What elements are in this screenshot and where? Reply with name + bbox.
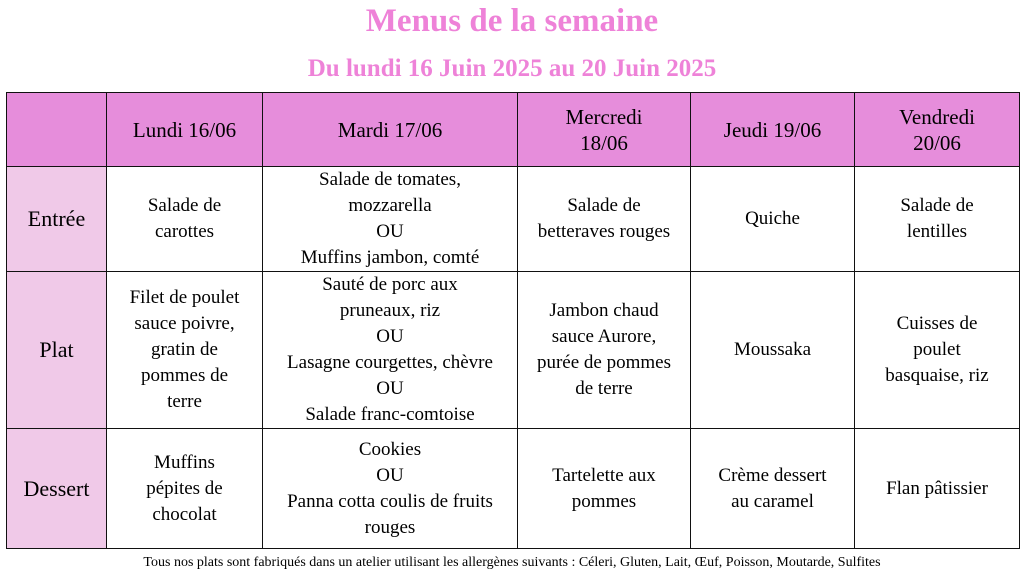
row-label: Dessert	[7, 429, 107, 549]
menu-cell	[263, 167, 518, 272]
menu-cell	[855, 167, 1020, 272]
menu-line: Salade de	[567, 195, 641, 216]
day-header-line: Mardi 17/06	[337, 117, 443, 142]
menu-cell	[107, 167, 263, 272]
row-label: Plat	[7, 272, 107, 429]
menu-line: pommes	[571, 490, 637, 512]
menu-line: OU	[376, 378, 404, 399]
menu-cell	[691, 167, 855, 272]
day-header	[518, 93, 691, 167]
menu-line: Salade de	[900, 195, 974, 216]
menu-line: pruneaux, riz	[339, 300, 441, 321]
menu-line: Salade de	[147, 195, 222, 216]
menu-line: Sauté de porc aux	[322, 274, 458, 295]
menu-line: pommes de	[140, 365, 229, 386]
menu-line: sauce poivre,	[134, 313, 235, 334]
day-header	[691, 93, 855, 167]
menu-line: terre	[167, 391, 202, 412]
menu-line: Muffins	[154, 451, 215, 473]
menu-line: Salade de tomates,	[319, 169, 461, 190]
menu-cell	[518, 272, 691, 429]
menu-line: gratin de	[150, 339, 218, 360]
menu-line: de terre	[575, 378, 633, 399]
menu-line: OU	[376, 464, 404, 486]
menu-line: Quiche	[745, 208, 800, 229]
menu-line: Moussaka	[733, 339, 812, 360]
menu-cell	[855, 272, 1020, 429]
menu-cell	[107, 429, 263, 549]
menu-line: poulet	[913, 339, 961, 360]
menu-line: Lasagne courgettes, chèvre	[287, 352, 493, 373]
day-header	[263, 93, 518, 167]
menu-cell	[518, 429, 691, 549]
table-corner-cell	[7, 93, 107, 167]
menu-line: Panna cotta coulis de fruits	[287, 490, 493, 512]
allergen-footer: Tous nos plats sont fabriqués dans un atelier utilisant les allergènes suivants : Céleri, Gluten, Lait, Œuf, Poisson, Moutarde, Sulfites	[143, 555, 881, 570]
menu-cell	[855, 429, 1020, 549]
menu-line: Muffins jambon, comté	[300, 247, 480, 268]
menu-line: OU	[376, 326, 404, 347]
day-header-line: 20/06	[913, 130, 961, 155]
menu-line: basquaise, riz	[885, 365, 989, 386]
menu-line: au caramel	[731, 490, 814, 512]
menu-table	[6, 92, 1020, 549]
page-title: Menus de la semaine	[365, 3, 659, 39]
day-header-line: Lundi 16/06	[132, 117, 237, 142]
menu-line: Tartelette aux	[552, 464, 656, 486]
menu-cell	[691, 272, 855, 429]
menu-cell	[263, 429, 518, 549]
day-header-line: Jeudi 19/06	[723, 117, 822, 142]
menu-line: pépites de	[146, 477, 223, 499]
day-header-line: Vendredi	[899, 104, 975, 129]
menu-line: carottes	[154, 221, 215, 242]
day-header	[855, 93, 1020, 167]
menu-line: Cuisses de	[896, 313, 978, 334]
day-header	[107, 93, 263, 167]
menu-line: lentilles	[906, 221, 968, 242]
menu-line: purée de pommes	[536, 352, 671, 373]
menu-line: chocolat	[152, 503, 217, 525]
page-subtitle: Du lundi 16 Juin 2025 au 20 Juin 2025	[307, 55, 717, 82]
menu-line: OU	[376, 221, 404, 242]
menu-line: rouges	[364, 516, 416, 538]
menu-line: sauce Aurore,	[551, 326, 657, 347]
menu-cell	[263, 272, 518, 429]
menu-line: Crème dessert	[718, 464, 827, 486]
menu-cell	[107, 272, 263, 429]
menu-cell	[691, 429, 855, 549]
menu-cell	[518, 167, 691, 272]
table-row-dessert	[7, 429, 1020, 549]
table-row-entree	[7, 167, 1020, 272]
menu-line: betteraves rouges	[537, 221, 671, 242]
day-header-line: Mercredi	[565, 104, 643, 129]
day-header-line: 18/06	[580, 130, 628, 155]
menu-line: Cookies	[358, 438, 422, 460]
table-row-plat	[7, 272, 1020, 429]
menu-line: mozzarella	[348, 195, 432, 216]
menu-line: Salade franc-comtoise	[305, 404, 475, 425]
menu-line: Filet de poulet	[129, 287, 240, 308]
menu-line: Jambon chaud	[549, 300, 659, 321]
menu-line: Flan pâtissier	[886, 477, 988, 499]
row-label: Entrée	[7, 167, 107, 272]
table-header-row	[7, 93, 1020, 167]
